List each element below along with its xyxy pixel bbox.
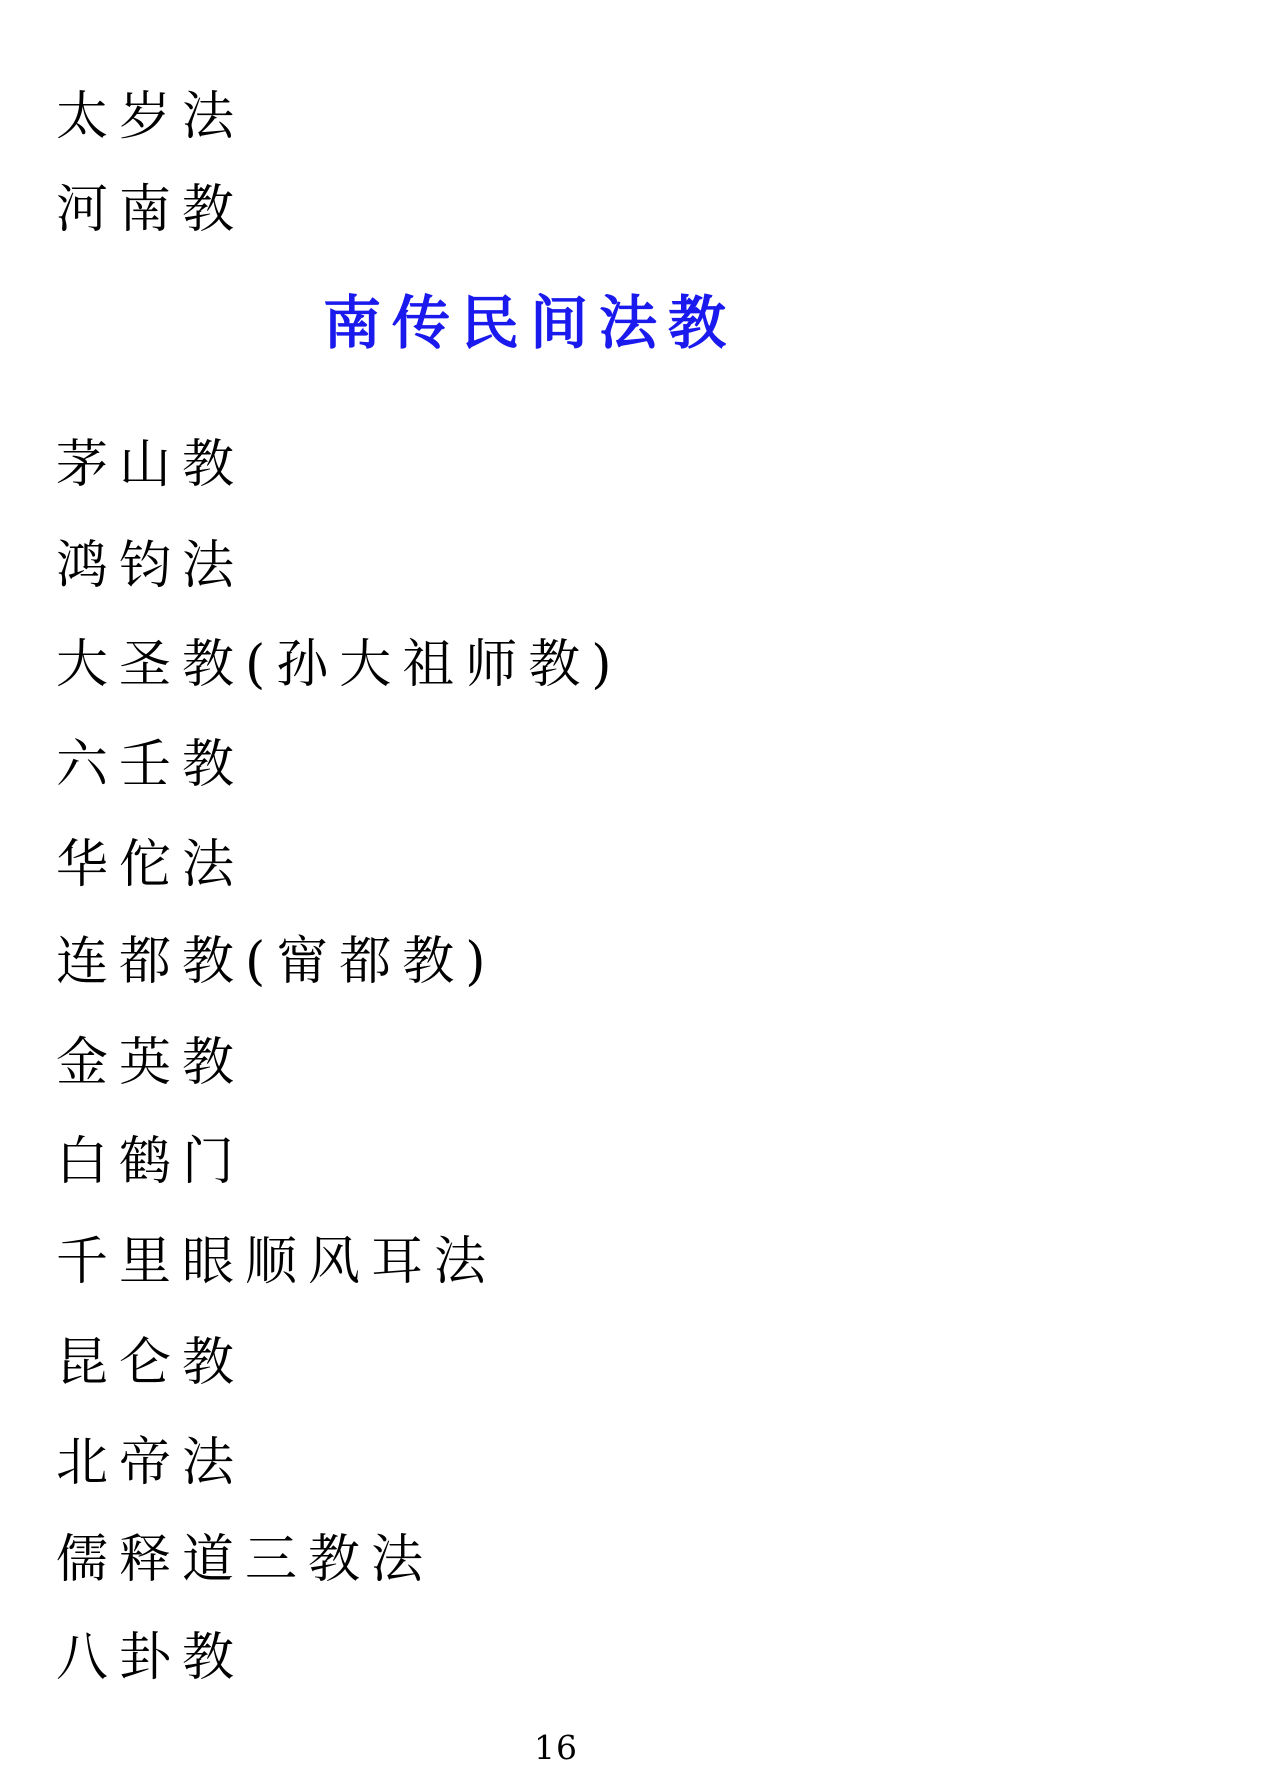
list-item-taisui: 太岁法: [56, 87, 246, 147]
list-item-henan: 河南教: [56, 180, 246, 240]
list-item-liandu: 连都教(甯都教): [56, 932, 497, 992]
list-item-hongjun: 鸿钧法: [56, 536, 246, 596]
list-item-bagua: 八卦教: [56, 1628, 246, 1688]
list-item-qianliyan: 千里眼顺风耳法: [56, 1232, 498, 1292]
list-item-dasheng: 大圣教(孙大祖师教): [56, 635, 623, 695]
list-item-huatuo: 华佗法: [56, 835, 246, 895]
section-heading: 南传民间法教: [322, 289, 737, 357]
list-item-kunlun: 昆仑教: [56, 1333, 246, 1393]
list-item-liuren: 六壬教: [56, 735, 246, 795]
list-item-beidi: 北帝法: [56, 1433, 246, 1493]
list-item-baihe: 白鹤门: [56, 1132, 246, 1192]
page-number: 16: [534, 1728, 578, 1767]
list-item-rushidao: 儒释道三教法: [56, 1530, 435, 1590]
list-item-maoshan: 茅山教: [56, 435, 246, 495]
list-item-jinying: 金英教: [56, 1033, 246, 1093]
